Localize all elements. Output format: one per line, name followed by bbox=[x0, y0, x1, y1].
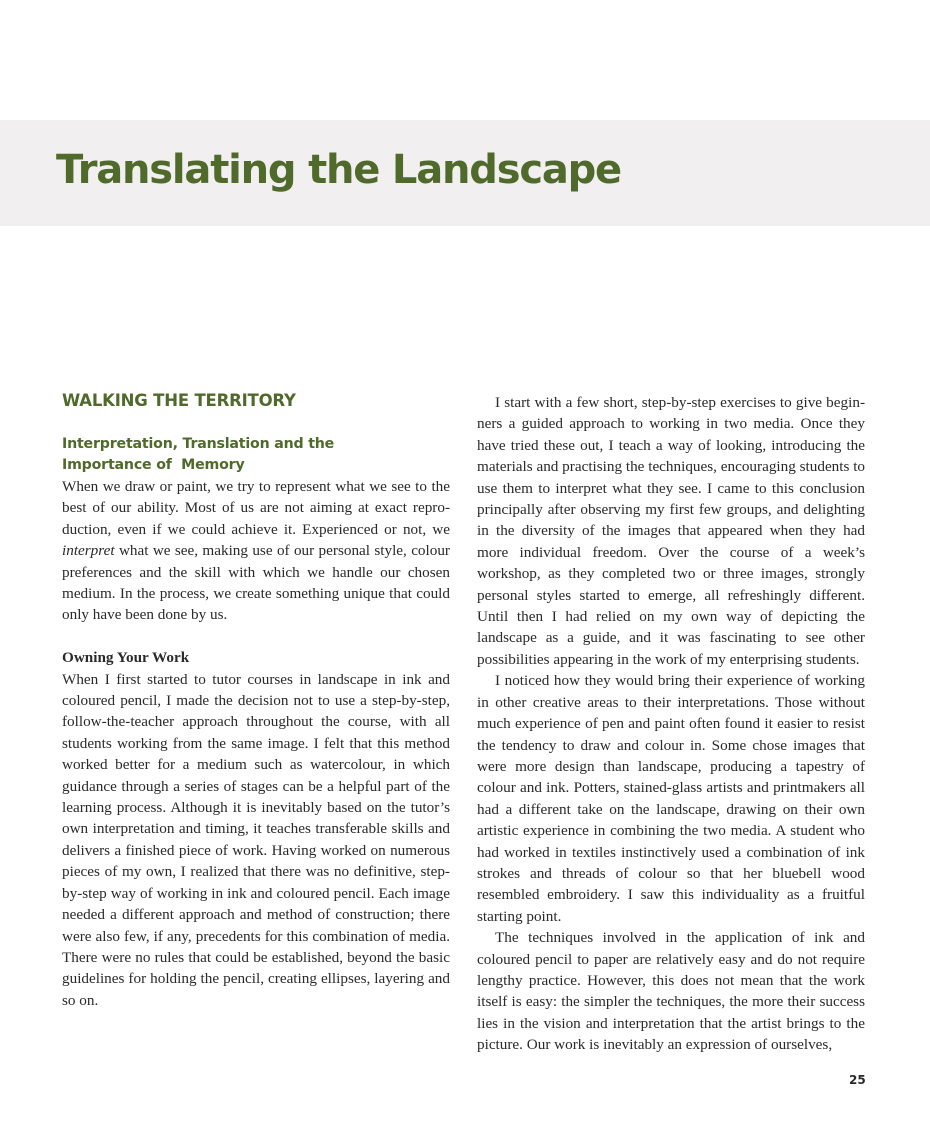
body-paragraph: I start with a few short, step-by-step exercises to give beginners a guided approach to working in two media. Once they have tried these out, I teach a way of looking, introducing the materials and practising the techniques, encouraging students to use them to interpret what they see. I came to this conclusion principally after observing my first few groups, and delighting in the diversity of the images that appeared when they had more individual freedom. Over the course of a week’s workshop, as they completed two or three images, strongly personal styles started to emerge, all refreshingly different. Until then I had relied on my own way of depicting the landscape as a guide, and it was fascinating to see other possibilities appearing in the work of my enterprising students. bbox=[477, 394, 866, 668]
page-number: 25 bbox=[849, 1073, 866, 1087]
paragraph-text: what we see, making use of our personal style, colour preferences and the skill with which we handle our chosen medium. In the process, we create something unique that could only have been done by us. bbox=[62, 542, 450, 624]
sub-heading: Interpretation, Translation and the Importance of Memory bbox=[62, 436, 335, 473]
italic-emphasis: interpret bbox=[62, 542, 115, 560]
left-column bbox=[62, 390, 450, 1011]
paragraph-text: When we draw or paint, we try to represent what we see to the best of our ability. Most of us are not aiming at exact reproduction, even if we could achieve it. Experienced or not, we bbox=[62, 478, 450, 538]
body-paragraph: When I first started to tutor courses in landscape in ink and coloured pencil, I made the decision not to use a step-by-step, follow-the-teacher approach throughout the course, with all students working from the same image. I felt that this method worked better for a medium such as watercolour, in which guidance through a series of stages can be a helpful part of the learning process. Although it is inevitably based on the tutor’s own interpretation and timing, it teaches transferable skills and delivers a finished piece of work. Having worked on numerous pieces of my own, I realized that there was no definitive, step-by-step way of working in ink and coloured pencil. Each image needed a different approach and method of construction; there were also few, if any, precedents for this combination of media. There were no rules that could be established, beyond the basic guidelines for holding the pencil, creating ellipses, layering and so on. bbox=[62, 670, 450, 1009]
body-paragraph: The techniques involved in the application of ink and coloured pencil to paper are relatively easy and do not require lengthy practice. However, this does not mean that the work itself is easy: the simpler the techniques, the more their success lies in the vision and interpretation that the artist brings to the picture. Our work is inevitably an expression of ourselves, bbox=[477, 929, 865, 1054]
body-paragraph bbox=[62, 476, 450, 626]
run-in-heading: Owning Your Work bbox=[62, 649, 190, 667]
section-heading: WALKING THE TERRITORY bbox=[62, 391, 296, 410]
right-column bbox=[477, 392, 865, 1056]
chapter-title: Translating the Landscape bbox=[56, 147, 621, 193]
body-paragraph: I noticed how they would bring their experience of working in other creative areas to their interpretations. Those without much experience of pen and paint often found it easier to resist the tendency to draw and colour in. Some chose images that were more design than landscape, producing a tapestry of colour and ink. Potters, stained-glass artists and printmakers all had a different take on the landscape, drawing on their own artistic experience in combining the two media. A student who had worked in textiles instinctively used a combination of ink strokes and threads of colour so that her bluebell wood resembled embroidery. I saw this individuality as a fruitful starting point. bbox=[477, 672, 865, 925]
